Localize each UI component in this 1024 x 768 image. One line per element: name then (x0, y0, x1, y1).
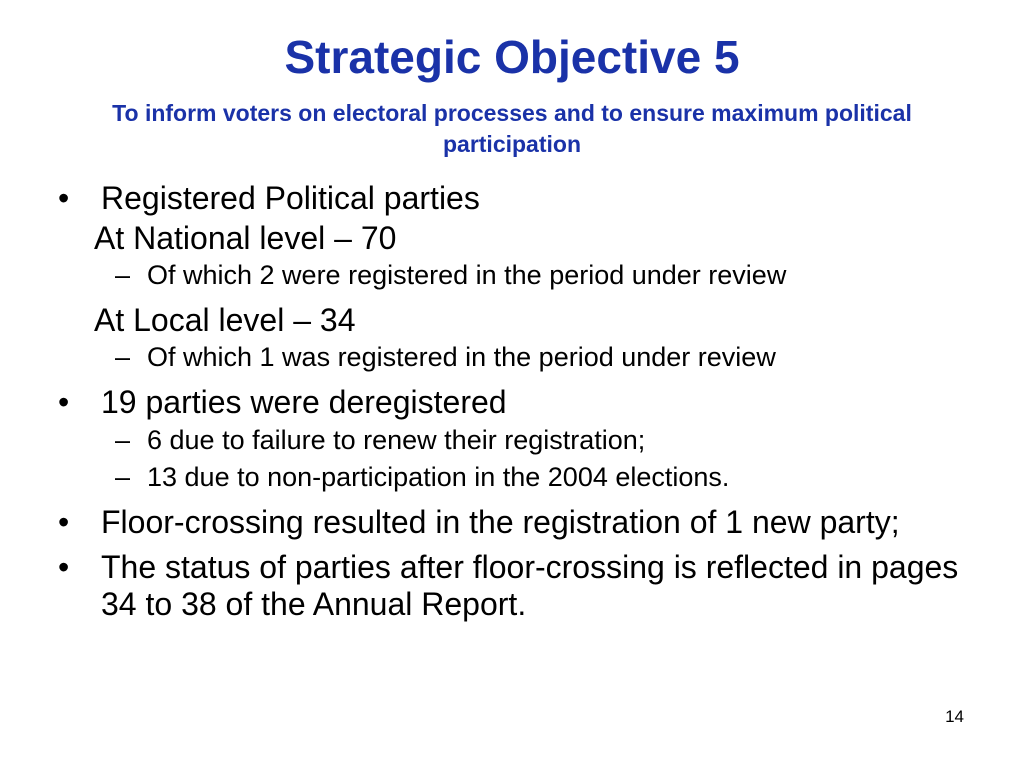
bullet-item (58, 549, 988, 623)
bullet-glyph: • (58, 384, 70, 420)
sub-bullet-item (58, 424, 988, 457)
bullet-glyph: • (58, 504, 70, 540)
bullet-item (58, 180, 988, 217)
slide-body (58, 180, 988, 626)
slide-subtitle: To inform voters on electoral processes and to ensure maximum political participation (112, 100, 912, 157)
sub-bullet-text: Of which 2 were registered in the period under review (147, 260, 787, 290)
page-number: 14 (945, 707, 964, 726)
dash-glyph: – (115, 342, 131, 372)
bullet-text: 19 parties were deregistered (101, 384, 507, 420)
dash-glyph: – (115, 260, 131, 290)
sub-bullet-text: 13 due to non-participation in the 2004 elections. (147, 462, 730, 492)
sub-bullet-item (58, 259, 988, 292)
dash-glyph: – (115, 425, 131, 455)
bullet-item (58, 504, 988, 541)
bullet-text: Floor-crossing resulted in the registration of 1 new party; (101, 504, 900, 540)
bullet-item (58, 384, 988, 421)
slide-title: Strategic Objective 5 (284, 31, 740, 83)
bullet-glyph: • (58, 180, 70, 216)
bullet-text: The status of parties after floor-crossing is reflected in pages 34 to 38 of the Annual Report. (101, 549, 959, 622)
sub-bullet-text: 6 due to failure to renew their registration; (147, 425, 646, 455)
plain-line: At National level – 70 (94, 220, 397, 256)
sub-bullet-text: Of which 1 was registered in the period under review (147, 342, 776, 372)
bullet-text: Registered Political parties (101, 180, 480, 216)
sub-bullet-item (58, 461, 988, 494)
dash-glyph: – (115, 462, 131, 492)
bullet-glyph: • (58, 549, 70, 585)
plain-line: At Local level – 34 (94, 302, 356, 338)
sub-bullet-item (58, 341, 988, 374)
